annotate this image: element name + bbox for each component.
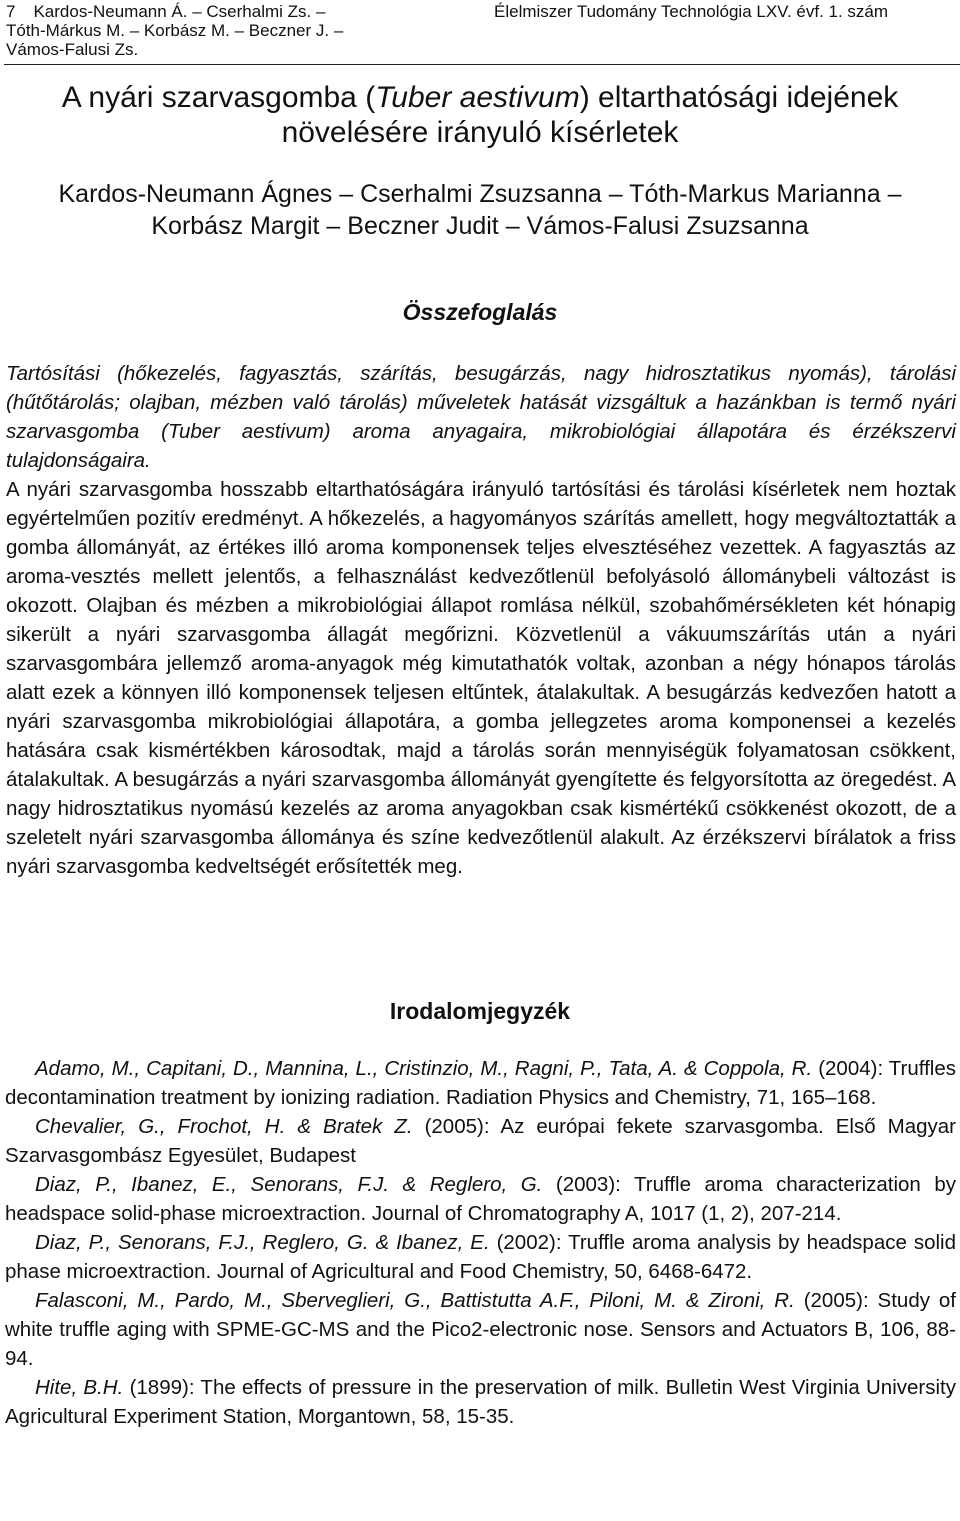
page-number: 7 [6, 2, 16, 21]
authors-line-1: Kardos-Neumann Ágnes – Cserhalmi Zsuzsanna – Tóth-Markus Marianna – [58, 180, 902, 208]
journal-header: Élelmiszer Tudomány Technológia LXV. évf. 1. szám [494, 2, 889, 21]
title-part-1: A nyári szarvasgomba ( [61, 81, 376, 114]
reference-item [5, 1054, 956, 1112]
reference-authors: Chevalier, G., Frochot, H. & Bratek Z. [35, 1115, 413, 1138]
references-heading: Irodalomjegyzék [389, 998, 571, 1024]
reference-authors: Diaz, P., Ibanez, E., Senorans, F.J. & Reglero, G. [35, 1173, 543, 1196]
abstract-body [6, 359, 956, 881]
title-species: Tuber aestivum [375, 81, 580, 114]
reference-details: (1899): The effects of pressure in the preservation of milk. Bulletin West Virginia University Agricultural Experiment Station, Morgantown, 58, 15-35. [5, 1376, 956, 1428]
header-authors-line-3: Vámos-Falusi Zs. [6, 40, 139, 59]
reference-details: (2005): Az európai fekete szarvasgomba. Első Magyar Szarvasgombász Egyesület, Budapest [5, 1115, 956, 1167]
reference-list [5, 1054, 956, 1431]
authors-line-2: Korbász Margit – Beczner Judit – Vámos-Falusi Zsuzsanna [151, 212, 809, 240]
reference-authors: Hite, B.H. [35, 1376, 124, 1399]
author-list [0, 178, 960, 242]
reference-item [5, 1373, 956, 1431]
reference-details: (2002): Truffle aroma analysis by headspace solid phase microextraction. Journal of Agricultural and Food Chemistry, 50, 6468-6472. [5, 1231, 956, 1283]
reference-authors: Adamo, M., Capitani, D., Mannina, L., Cristinzio, M., Ragni, P., Tata, A. & Coppola, R. [35, 1057, 813, 1080]
reference-item [5, 1286, 956, 1373]
title-line-2: növelésére irányuló kísérletek [281, 116, 679, 149]
reference-item [5, 1170, 956, 1228]
abstract-italic-paragraph: Tartósítási (hőkezelés, fagyasztás, szárítás, besugárzás, nagy hidrosztatikus nyomás), tárolási (hűtőtárolás; olajban, mézben való tárolás) műveletek hatását vizsgáltuk a hazánkban is termő nyári szarvasgomba (Tuber aestivum) aroma anyagaira, mikrobiológiai állapotára és érzékszervi tulajdonságaira. [6, 362, 956, 472]
reference-details: (2004): Truffles decontamination treatment by ionizing radiation. Radiation Physics and Chemistry, 71, 165–168. [5, 1057, 956, 1109]
abstract-heading: Összefoglalás [402, 299, 558, 325]
header-authors-line-1: Kardos-Neumann Á. – Cserhalmi Zs. – [33, 2, 326, 21]
running-header-left [6, 2, 343, 59]
reference-authors: Falasconi, M., Pardo, M., Sberveglieri, G., Battistutta A.F., Piloni, M. & Zironi, R. [35, 1289, 795, 1312]
reference-details: (2003): Truffle aroma characterization by headspace solid-phase microextraction. Journal of Chromatography A, 1017 (1, 2), 207-214. [5, 1173, 956, 1225]
reference-authors: Diaz, P., Senorans, F.J., Reglero, G. & Ibanez, E. [35, 1231, 490, 1254]
abstract-paragraph: A nyári szarvasgomba hosszabb eltarthatóságára irányuló tartósítási és tárolási kísérletek nem hoztak egyértelműen pozitív eredményt. A hőkezelés, a hagyományos szárítás amellett, hogy megváltoztatták a gomba állományát, az értékes illó aroma komponensek teljes elvesztéséhez vezettek. A fagyasztás az aroma-vesztés mellett jelentős, a felhasználást kedvezőtlenül befolyásoló állománybeli változást is okozott. Olajban és mézben a mikrobiológiai állapot romlása nélkül, szobahőmérsékleten két hónapig sikerült a nyári szarvasgomba állagát megőrizni. Közvetlenül a vákuumszárítás után a nyári szarvasgombára jellemző aroma-anyagok még kimutathatók voltak, azonban a négy hónapos tárolás alatt ezek a könnyen illó komponensek teljesen eltűntek, átalakultak. A besugárzás kedvezően hatott a nyári szarvasgomba mikrobiológiai állapotára, a gomba jellegzetes aroma komponensei a kezelés hatására csak kismértékben károsodtak, majd a tárolás során mennyiségük folyamatosan csökkent, átalakultak. A besugárzás a nyári szarvasgomba állományát gyengítette és felgyorsította az öregedést. A nagy hidrosztatikus nyomású kezelés az aroma anyagokban csak kismértékű csökkenést okozott, de a szeletelt nyári szarvasgomba állománya és színe kedvezőtlenül alakult. Az érzékszervi bírálatok a friss nyári szarvasgomba kedveltségét erősítették meg. [6, 478, 956, 878]
reference-details: (2005): Study of white truffle aging with SPME-GC-MS and the Pico2-electronic nose. Sensors and Actuators B, 106, 88-94. [5, 1289, 956, 1370]
reference-item [5, 1228, 956, 1286]
paper-title [0, 80, 960, 150]
header-authors-line-2: Tóth-Márkus M. – Korbász M. – Beczner J. – [6, 21, 344, 40]
title-part-2: ) eltarthatósági idejének [579, 81, 899, 114]
header-rule [4, 64, 960, 65]
reference-item [5, 1112, 956, 1170]
